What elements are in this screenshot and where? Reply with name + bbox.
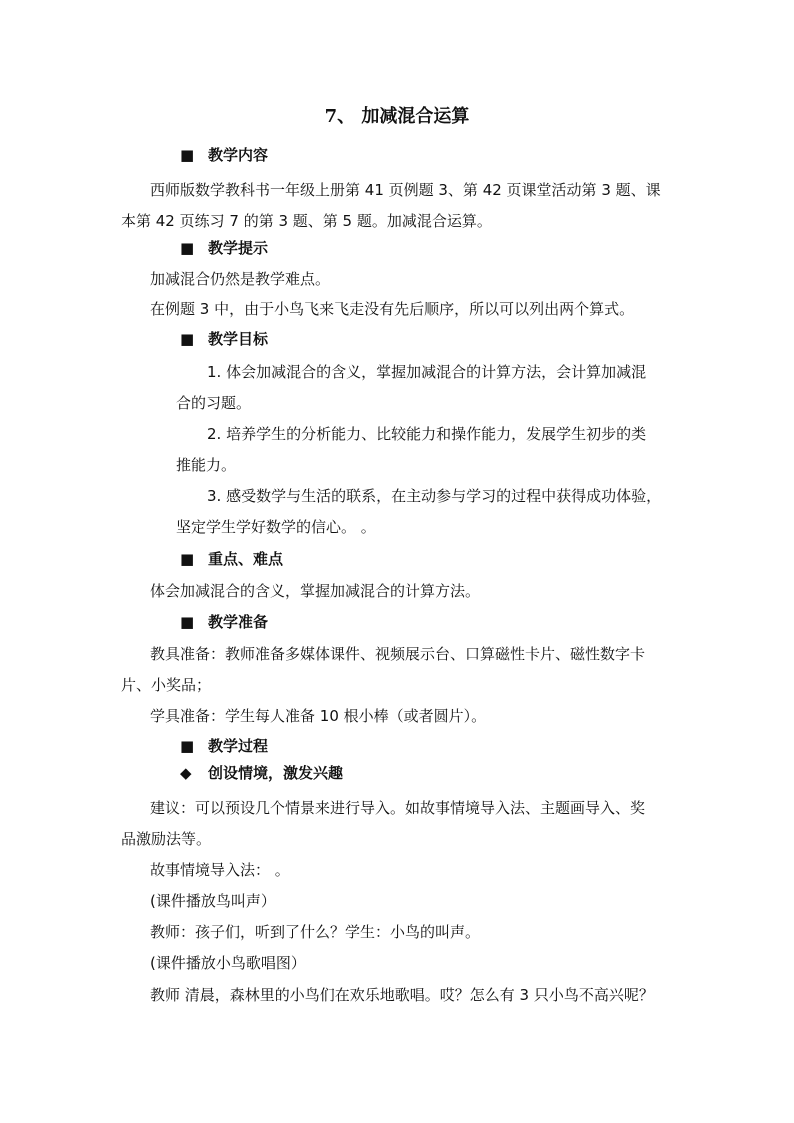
heading-label: 教学内容 (208, 146, 269, 164)
goal-line: 2. 培养学生的分析能力、比较能力和操作能力，发展学生初步的类 (207, 425, 647, 443)
paragraph-line: 故事情境导入法： 。 (150, 861, 290, 879)
paragraph-line: (课件播放小鸟歌唱图） (150, 954, 306, 972)
paragraph-line: 片、小奖品； (121, 676, 212, 694)
square-bullet-icon: ■ (180, 613, 195, 631)
paragraph-line: 教具准备：教师准备多媒体课件、视频展示台、口算磁性卡片、磁性数字卡 (150, 645, 646, 663)
paragraph-line: 西师版数学教科书一年级上册第 41 页例题 3、第 42 页课堂活动第 3 题、课 (150, 181, 661, 199)
paragraph-line: 在例题 3 中，由于小鸟飞来飞走没有先后顺序，所以可以列出两个算式。 (150, 300, 635, 318)
paragraph-line: 学具准备：学生每人准备 10 根小棒（或者圆片）。 (150, 707, 487, 725)
diamond-bullet-icon: ◆ (180, 764, 192, 782)
subheading-label: 创设情境，激发兴趣 (208, 764, 344, 782)
heading-label: 教学提示 (208, 239, 269, 257)
square-bullet-icon: ■ (180, 737, 195, 755)
heading-key (180, 549, 283, 569)
paragraph-line: 教师 清晨，森林里的小鸟们在欢乐地歌唱。哎？怎么有 3 只小鸟不高兴呢？ (150, 986, 654, 1004)
heading-label: 重点、难点 (208, 550, 284, 568)
paragraph-line: 体会加减混合的含义，掌握加减混合的计算方法。 (150, 582, 481, 600)
heading-label: 教学过程 (208, 737, 269, 755)
goal-line: 合的习题。 (176, 394, 252, 412)
heading-prep (180, 612, 268, 632)
goal-line: 坚定学生学好数学的信心。 。 (176, 518, 376, 536)
goal-line: 推能力。 (176, 456, 237, 474)
square-bullet-icon: ■ (180, 239, 195, 257)
heading-process (180, 736, 268, 756)
paragraph-line: 建议：可以预设几个情景来进行导入。如故事情境导入法、主题画导入、奖 (150, 799, 646, 817)
paragraph-line: 本第 42 页练习 7 的第 3 题、第 5 题。加减混合运算。 (121, 212, 492, 230)
square-bullet-icon: ■ (180, 550, 195, 568)
heading-content (180, 145, 268, 165)
subheading-process (180, 763, 343, 783)
heading-label: 教学准备 (208, 613, 269, 631)
heading-goals (180, 329, 268, 349)
square-bullet-icon: ■ (180, 330, 195, 348)
paragraph-line: 品激励法等。 (121, 830, 212, 848)
heading-label: 教学目标 (208, 330, 269, 348)
goal-line: 3. 感受数学与生活的联系，在主动参与学习的过程中获得成功体验， (207, 487, 662, 505)
paragraph-line: (课件播放鸟叫声） (150, 892, 276, 910)
page-title: 7、 加减混合运算 (324, 106, 470, 127)
paragraph-line: 加减混合仍然是教学难点。 (150, 270, 331, 288)
goal-line: 1. 体会加减混合的含义，掌握加减混合的计算方法，会计算加减混 (207, 363, 647, 381)
square-bullet-icon: ■ (180, 146, 195, 164)
heading-hint (180, 238, 268, 258)
paragraph-line: 教师：孩子们，听到了什么？学生：小鸟的叫声。 (150, 923, 481, 941)
